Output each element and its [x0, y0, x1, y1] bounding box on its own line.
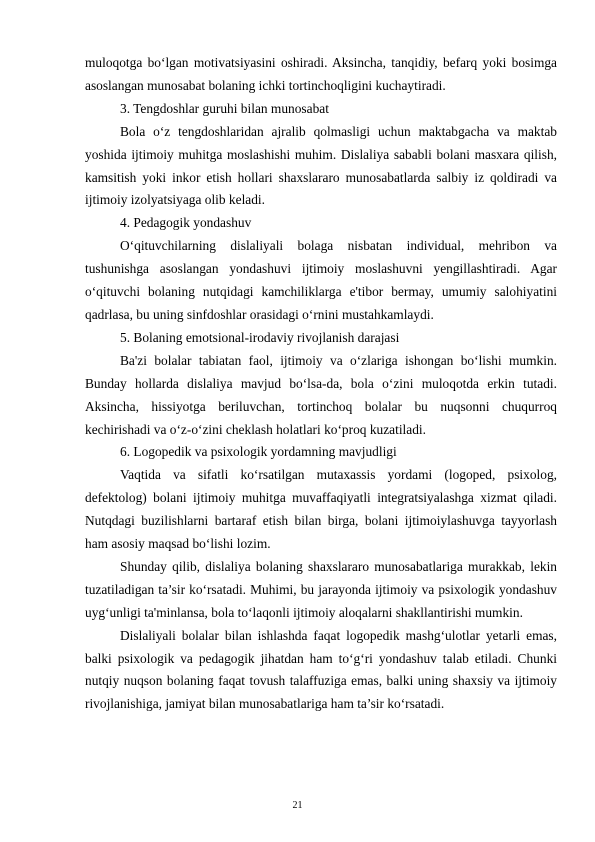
paragraph: muloqotga bo‘lgan motivatsiyasini oshiradi. Aksincha, tanqidiy, befarq yoki bosimga asoslangan munosabat bolaning ichki tortinchoqligini kuchaytiradi. — [85, 55, 557, 93]
paragraph: Vaqtida va sifatli ko‘rsatilgan mutaxassis yordami (logoped, psixolog, defektolog) bolani ijtimoiy muhitga muvaffaqiyatli integratsiyalashga xizmat qiladi. Nutqdagi buzilishlarni bartaraf etish bilan birga, bolani ijtimoiylashuvga tayyorlash ham asosiy maqsad bo‘lishi lozim. — [85, 467, 557, 552]
paragraph: Bola o‘z tengdoshlaridan ajralib qolmasligi uchun maktabgacha va maktab yoshida ijtimoiy muhitga moslashishi muhim. Dislaliya sababli bolani masxara qilish, kamsitish yoki inkor etish hollari shaxslararo munosabatlarda salbiy iz qoldiradi va ijtimoiy izolyatsiyaga olib keladi. — [85, 123, 557, 208]
paragraph: O‘qituvchilarning dislaliyali bolaga nisbatan individual, mehribon va tushunishga asoslangan yondashuvi ijtimoiy moslashuvni yengillashtiradi. Agar o‘qituvchi bolaning nutqidagi kamchiliklarga e'tibor bermay, umumiy salohiyatini qadrlasa, bu uning sinfdoshlar orasidagi o‘rnini mustahkamlaydi. — [85, 238, 557, 322]
paragraph: Shunday qilib, dislaliya bolaning shaxslararo munosabatlariga murakkab, lekin tuzatiladigan ta’sir ko‘rsatadi. Muhimi, bu jarayonda ijtimoiy va psixologik yondashuv uyg‘unligi ta'minlansa, bola to‘laqonli ijtimoiy aloqalarni shakllantirishi mumkin. — [85, 558, 557, 620]
section-heading: 6. Logopedik va psixologik yordamning mavjudligi — [120, 444, 397, 460]
section-heading: 5. Bolaning emotsional-irodaviy rivojlanish darajasi — [120, 329, 400, 345]
section-heading: 4. Pedagogik yondashuv — [120, 215, 252, 231]
document-page — [85, 52, 557, 716]
page-number: 21 — [292, 800, 303, 811]
paragraph: Dislaliyali bolalar bilan ishlashda faqat logopedik mashg‘ulotlar yetarli emas, balki psixologik va pedagogik jihatdan ham to‘g‘ri yondashuv talab etiladi. Chunki nutqiy nuqson bolaning faqat tovush talaffuziga emas, balki uning shaxsiy va ijtimoiy rivojlanishiga, jamiyat bilan munosabatlariga ham ta’sir ko‘rsatadi. — [85, 627, 557, 712]
section-heading: 3. Tengdoshlar guruhi bilan munosabat — [120, 100, 329, 116]
paragraph: Ba'zi bolalar tabiatan faol, ijtimoiy va o‘zlariga ishongan bo‘lishi mumkin. Bunday hollarda dislaliya mavjud bo‘lsa-da, bola o‘zini muloqotda erkin tutadi. Aksincha, hissiyotga beriluvchan, tortinchoq bolalar bu nuqsonni chuqurroq kechirishadi va o‘z-o‘zini cheklash holatlari ko‘proq kuzatiladi. — [85, 352, 557, 437]
